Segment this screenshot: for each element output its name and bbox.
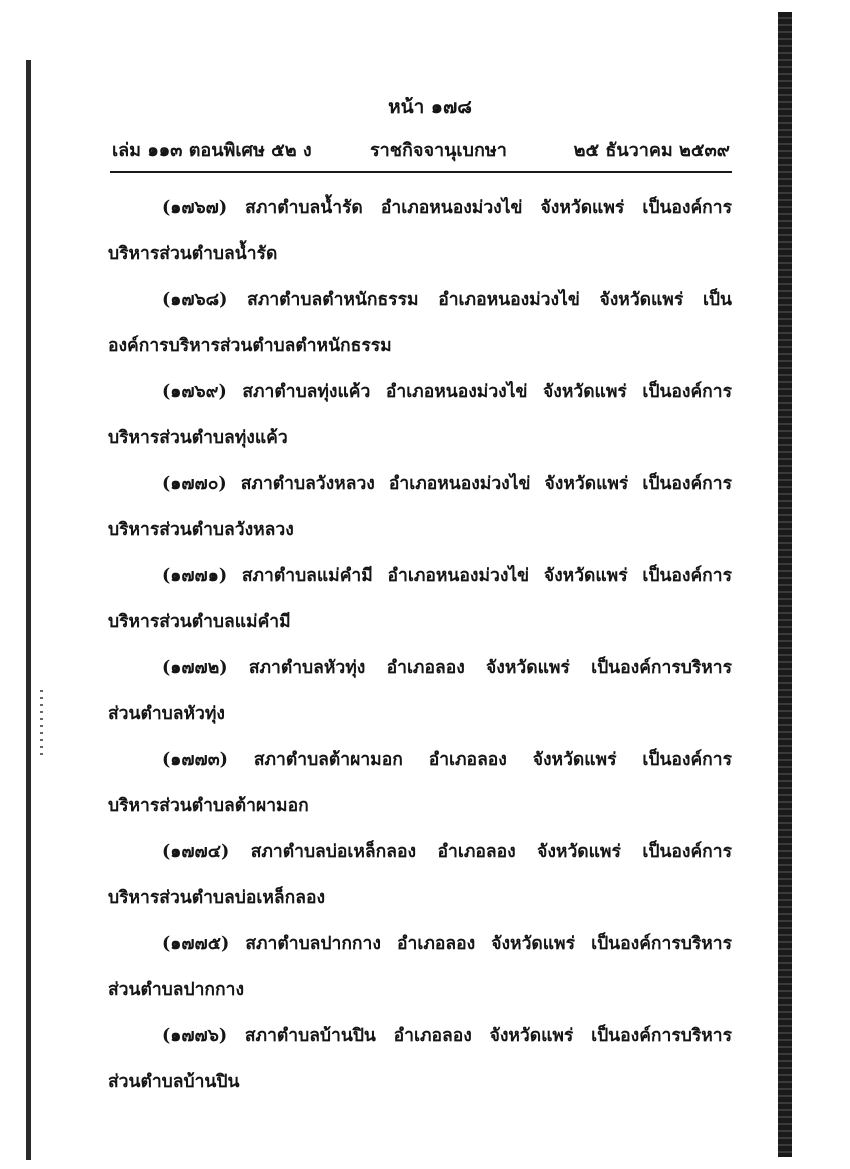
entry-item (108, 832, 732, 924)
entry-line-first: (๑๗๗๔) สภาตำบลบ่อเหล็กลอง อำเภอลอง จังหวัดแพร่ เป็นองค์การ (162, 842, 732, 862)
scan-artifact-dots (40, 690, 43, 760)
entry-line-first: (๑๗๗๖) สภาตำบลบ้านปิน อำเภอลอง จังหวัดแพร่ เป็นองค์การบริหาร (162, 1026, 732, 1046)
entry-line-continuation: บริหารส่วนตำบลวังหลวง (108, 520, 294, 540)
header-gazette-title: ราชกิจจานุเบกษา (370, 140, 507, 161)
header-volume: เล่ม ๑๑๓ ตอนพิเศษ ๕๒ ง (112, 140, 312, 161)
entry-item (108, 556, 732, 648)
entry-line-first: (๑๗๗๑) สภาตำบลแม่คำมี อำเภอหนองม่วงไข่ จังหวัดแพร่ เป็นองค์การ (162, 566, 732, 586)
header-rule (110, 171, 732, 173)
entry-line-continuation: บริหารส่วนตำบลบ่อเหล็กลอง (108, 888, 325, 908)
entry-line-continuation: บริหารส่วนตำบลน้ำรัด (108, 244, 278, 264)
entry-line-first: (๑๗๗๒) สภาตำบลหัวทุ่ง อำเภอลอง จังหวัดแพร่ เป็นองค์การบริหาร (162, 658, 732, 678)
entry-line-continuation: องค์การบริหารส่วนตำบลตำหนักธรรม (108, 336, 392, 356)
entry-item (108, 924, 732, 1016)
entry-item (108, 740, 732, 832)
entry-line-continuation: บริหารส่วนตำบลต้าผามอก (108, 796, 309, 816)
entry-line-continuation: ส่วนตำบลหัวทุ่ง (108, 704, 225, 724)
scan-edge-left (26, 60, 31, 1160)
entry-item (108, 464, 732, 556)
entry-line-first: (๑๗๗๓) สภาตำบลต้าผามอก อำเภอลอง จังหวัดแพร่ เป็นองค์การ (162, 750, 732, 770)
entry-line-first: (๑๗๗๕) สภาตำบลปากกาง อำเภอลอง จังหวัดแพร่ เป็นองค์การบริหาร (162, 934, 732, 954)
entry-line-first: (๑๗๖๘) สภาตำบลตำหนักธรรม อำเภอหนองม่วงไข่ จังหวัดแพร่ เป็น (162, 290, 732, 310)
entry-list (108, 188, 732, 1108)
entry-line-first: (๑๗๖๙) สภาตำบลทุ่งแค้ว อำเภอหนองม่วงไข่ จังหวัดแพร่ เป็นองค์การ (162, 382, 732, 402)
entry-item (108, 188, 732, 280)
entry-line-first: (๑๗๖๗) สภาตำบลน้ำรัด อำเภอหนองม่วงไข่ จังหวัดแพร่ เป็นองค์การ (162, 198, 732, 218)
entry-line-first: (๑๗๗๐) สภาตำบลวังหลวง อำเภอหนองม่วงไข่ จังหวัดแพร่ เป็นองค์การ (162, 474, 732, 494)
entry-item (108, 280, 732, 372)
entry-line-continuation: บริหารส่วนตำบลทุ่งแค้ว (108, 428, 288, 448)
scan-edge-right (778, 12, 792, 1157)
document-header (112, 135, 730, 165)
entry-item (108, 648, 732, 740)
entry-line-continuation: บริหารส่วนตำบลแม่คำมี (108, 612, 291, 632)
header-date: ๒๕ ธันวาคม ๒๕๓๙ (573, 140, 730, 161)
page-number: หน้า ๑๗๘ (388, 96, 472, 118)
entry-line-continuation: ส่วนตำบลปากกาง (108, 980, 244, 1000)
entry-line-continuation: ส่วนตำบลบ้านปิน (108, 1072, 240, 1092)
entry-item (108, 372, 732, 464)
entry-item (108, 1016, 732, 1108)
